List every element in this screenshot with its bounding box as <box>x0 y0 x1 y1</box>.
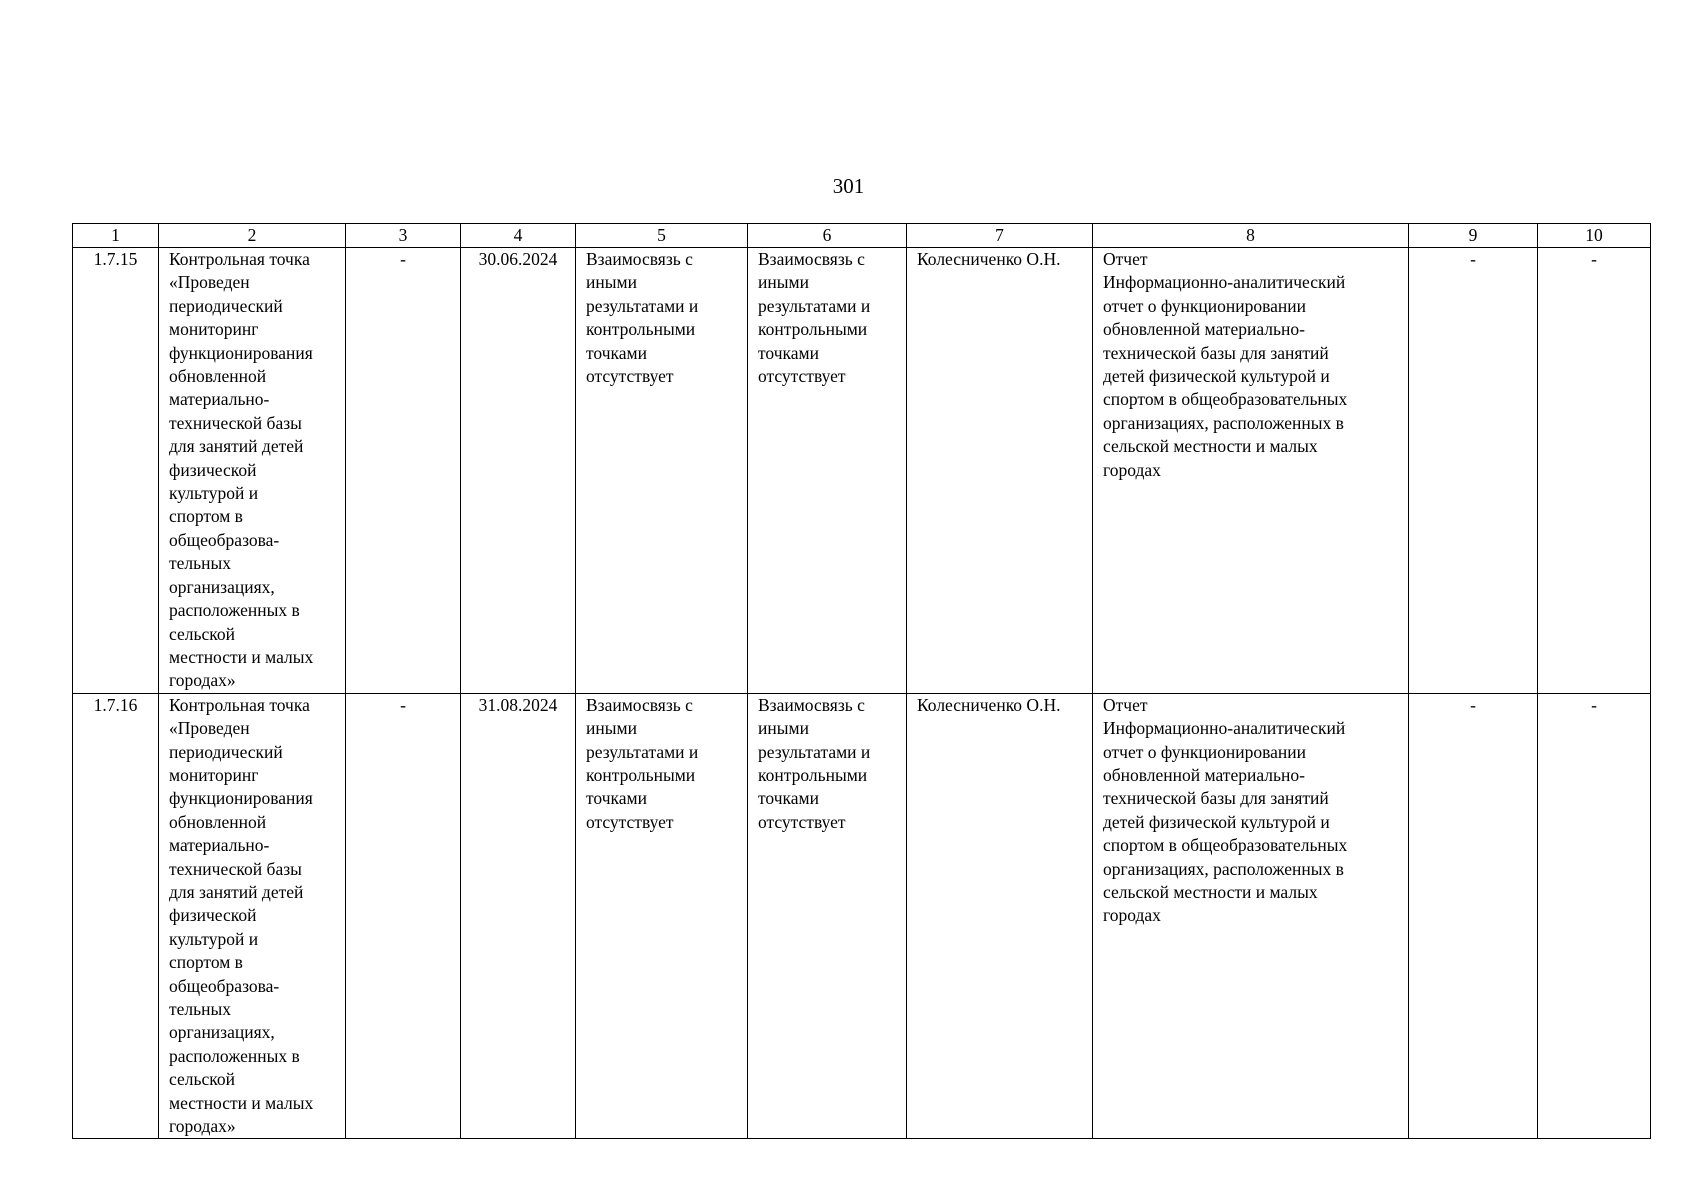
due-date: 31.08.2024 <box>461 693 576 1139</box>
cell-col3: - <box>346 693 461 1139</box>
column-header: 2 <box>159 224 346 248</box>
page-number: 301 <box>832 174 865 198</box>
relation-results: Взаимосвязь с иными результатами и контрольными точками отсутствует <box>576 248 748 694</box>
table-row <box>73 248 1651 694</box>
row-number: 1.7.15 <box>73 248 159 694</box>
relation-points: Взаимосвязь с иными результатами и контрольными точками отсутствует <box>748 693 907 1139</box>
cell-col10: - <box>1538 693 1651 1139</box>
responsible-person: Колесниченко О.Н. <box>907 248 1093 694</box>
column-header: 8 <box>1093 224 1409 248</box>
report-description: Отчет Информационно-аналитический отчет о функционировании обновленной материально- технической базы для занятий детей физической культурой и спортом в общеобразовательных организациях, расположенных в сельской местности и малых городах <box>1093 248 1409 694</box>
control-points-table <box>72 223 1651 1139</box>
column-header: 1 <box>73 224 159 248</box>
row-number: 1.7.16 <box>73 693 159 1139</box>
cell-col3: - <box>346 248 461 694</box>
column-header: 4 <box>461 224 576 248</box>
control-point-name: Контрольная точка «Проведен периодический мониторинг функционирования обновленной материально- технической базы для занятий детей физической культурой и спортом в общеобразова- тельных организациях, расположенных в сельской местности и малых городах» <box>159 248 346 694</box>
due-date: 30.06.2024 <box>461 248 576 694</box>
cell-col9: - <box>1409 693 1538 1139</box>
cell-col10: - <box>1538 248 1651 694</box>
column-header: 10 <box>1538 224 1651 248</box>
table-header-row <box>73 224 1651 248</box>
relation-points: Взаимосвязь с иными результатами и контрольными точками отсутствует <box>748 248 907 694</box>
column-header: 7 <box>907 224 1093 248</box>
column-header: 3 <box>346 224 461 248</box>
column-header: 6 <box>748 224 907 248</box>
report-description: Отчет Информационно-аналитический отчет о функционировании обновленной материально- технической базы для занятий детей физической культурой и спортом в общеобразовательных организациях, расположенных в сельской местности и малых городах <box>1093 693 1409 1139</box>
column-header: 9 <box>1409 224 1538 248</box>
table-row <box>73 693 1651 1139</box>
relation-results: Взаимосвязь с иными результатами и контрольными точками отсутствует <box>576 693 748 1139</box>
control-point-name: Контрольная точка «Проведен периодический мониторинг функционирования обновленной материально- технической базы для занятий детей физической культурой и спортом в общеобразова- тельных организациях, расположенных в сельской местности и малых городах» <box>159 693 346 1139</box>
responsible-person: Колесниченко О.Н. <box>907 693 1093 1139</box>
column-header: 5 <box>576 224 748 248</box>
cell-col9: - <box>1409 248 1538 694</box>
